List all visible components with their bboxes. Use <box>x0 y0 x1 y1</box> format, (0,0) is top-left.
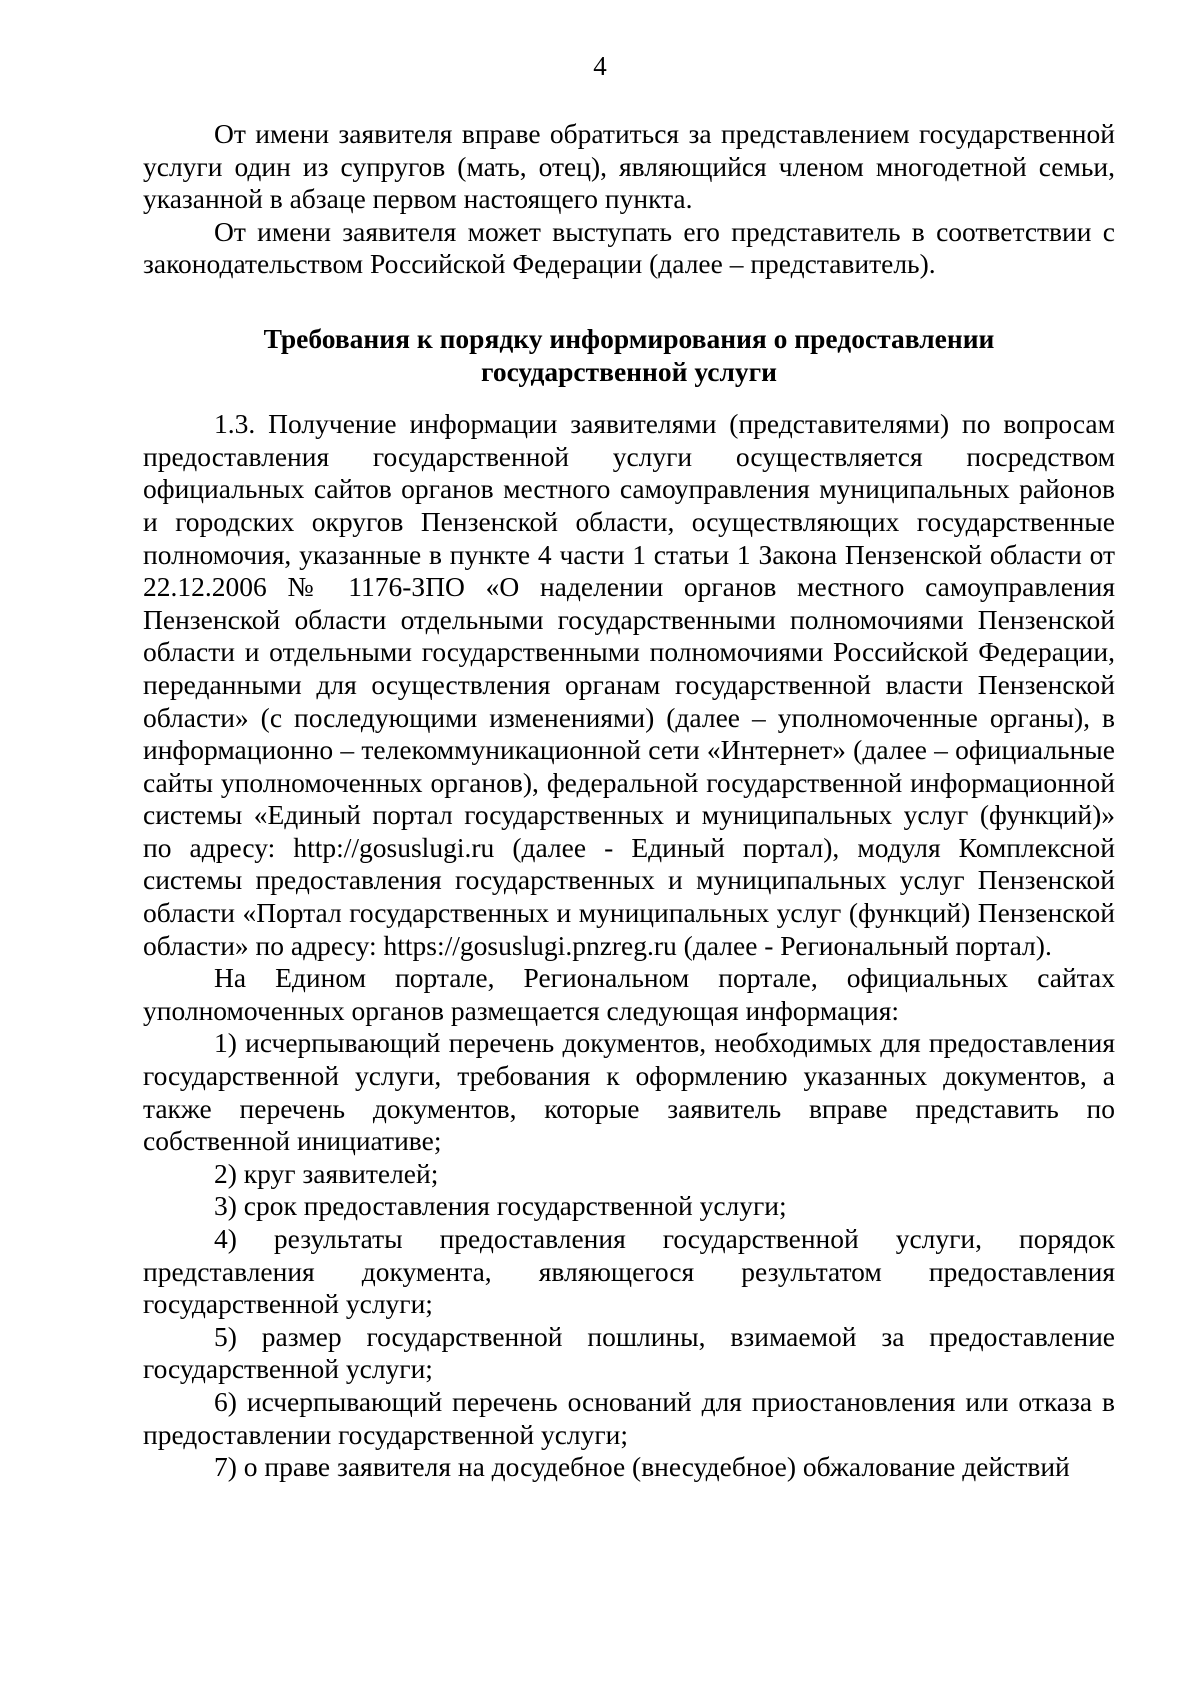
list-item-5: 5) размер государственной пошлины, взимаемой за предоставление государственной услуги; <box>143 1320 1115 1385</box>
section-heading <box>143 323 1115 388</box>
page-number: 4 <box>593 51 607 81</box>
paragraph-applicant-representative: От имени заявителя может выступать его представитель в соответствии с законодательством Российской Федерации (далее – представитель). <box>143 215 1115 280</box>
list-item-7: 7) о праве заявителя на досудебное (внесудебное) обжалование действий <box>214 1451 1070 1483</box>
list-item-6: 6) исчерпывающий перечень оснований для приостановления или отказа в предоставлении государственной услуги; <box>143 1385 1115 1450</box>
list-item-2: 2) круг заявителей; <box>214 1157 439 1189</box>
document-body <box>143 118 1115 1484</box>
paragraph-1-3: 1.3. Получение информации заявителями (представителями) по вопросам предоставления государственной услуги осуществляется посредством официальных сайтов органов местного самоуправления муниципальных районов и городских округов Пензенской области, осуществляющих государственные полномочия, указанные в пункте 4 части 1 статьи 1 Закона Пензенской области от 22.12.2006 № 1176-ЗПО «О наделении органов местного самоуправления Пензенской области отдельными государственными полномочиями Пензенской области и отдельными государственными полномочиями Российской Федерации, переданными для осуществления органам государственной власти Пензенской области» (с последующими изменениями) (далее – уполномоченные органы), в информационно – телекоммуникационной сети «Интернет» (далее – официальные сайты уполномоченных органов), федеральной государственной информационной системы «Единый портал государственных и муниципальных услуг (функций)» по адресу: http://gosuslugi.ru (далее - Единый портал), модуля Комплексной системы предоставления государственных и муниципальных услуг Пензенской области «Портал государственных и муниципальных услуг (функций) Пензенской области» по адресу: https://gosuslugi.pnzreg.ru (далее - Региональный портал). <box>143 408 1115 961</box>
list-item-3: 3) срок предоставления государственной услуги; <box>214 1190 787 1222</box>
paragraph-applicant-spouse: От имени заявителя вправе обратиться за представлением государственной услуги один из супругов (мать, отец), являющийся членом многодетной семьи, указанной в абзаце первом настоящего пункта. <box>143 118 1115 215</box>
section-heading-line-2: государственной услуги <box>481 355 777 387</box>
list-item-1: 1) исчерпывающий перечень документов, необходимых для предоставления государственной услуги, требования к оформлению указанных документов, а также перечень документов, которые заявитель вправе представить по собственной инициативе; <box>143 1027 1115 1157</box>
list-item-4: 4) результаты предоставления государственной услуги, порядок представления документа, являющегося результатом предоставления государственной услуги; <box>143 1223 1115 1320</box>
paragraph-info-placement: На Едином портале, Региональном портале, официальных сайтах уполномоченных органов размещается следующая информация: <box>143 962 1115 1026</box>
section-heading-line-1: Требования к порядку информирования о предоставлении <box>263 322 995 354</box>
